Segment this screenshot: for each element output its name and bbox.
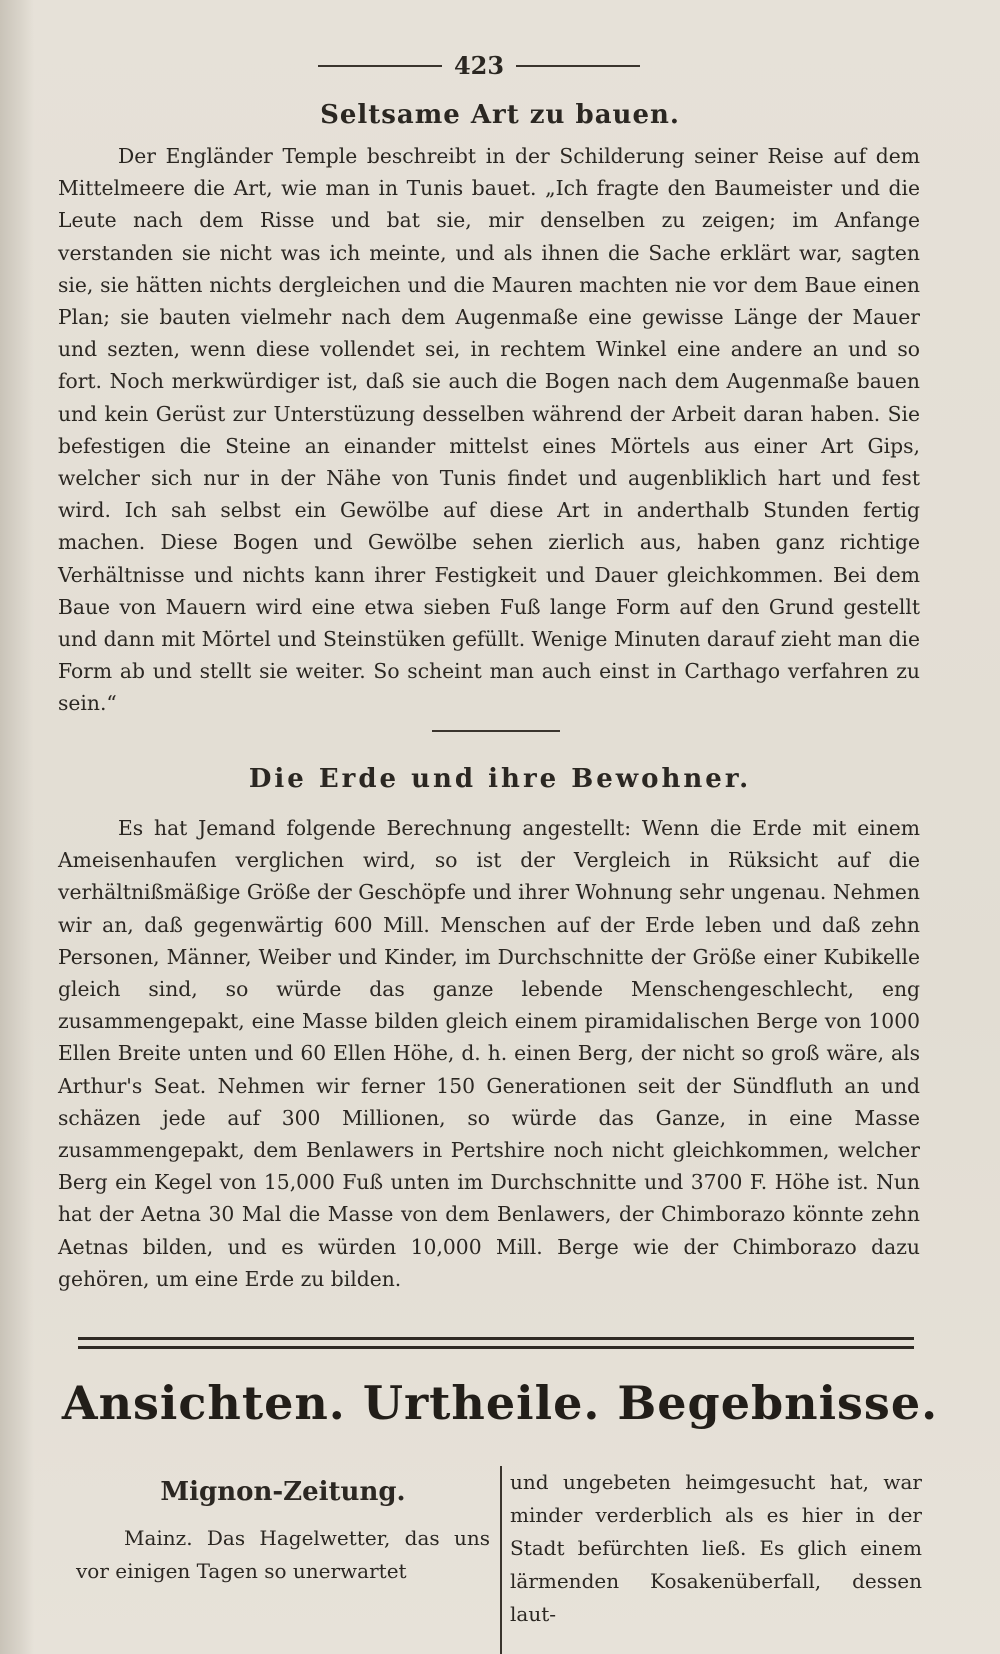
left-column bbox=[76, 1472, 490, 1588]
page-number-rule-left bbox=[318, 65, 442, 67]
section-heading: Ansichten. Urtheile. Begebnisse. bbox=[61, 1376, 939, 1430]
article2-title: Die Erde und ihre Bewohner. bbox=[248, 764, 752, 794]
section-double-rule bbox=[78, 1337, 914, 1349]
left-column-text: Mainz. Das Hagelwetter, das uns vor einigen Tagen so unerwartet bbox=[76, 1526, 490, 1583]
page-number-row bbox=[318, 46, 640, 86]
column-divider bbox=[500, 1466, 502, 1654]
column-subheading: Mignon-Zeitung. bbox=[160, 1477, 406, 1507]
article1-body: Der Engländer Temple beschreibt in der Schilderung seiner Reise auf dem Mittelmeere die Art, wie man in Tunis bauet. „Ich fragte den Baumeister und die Leute nach dem Risse und bat sie, mir denselben zu zeigen; im Anfange verstanden sie nicht was ich meinte, und als ihnen die Sache erklärt war, sagten sie, sie hätten nichts dergleichen und die Mauren machten nie vor dem Baue einen Plan; sie bauten vielmehr nach dem Augenmaße eine gewisse Länge der Mauer und sezten, wenn diese vollendet sei, in rechtem Winkel eine andere an und so fort. Noch merkwürdiger ist, daß sie auch die Bogen nach dem Augenmaße bauen und kein Gerüst zur Unterstüzung desselben während der Arbeit daran haben. Sie befestigen die Steine an einander mittelst eines Mörtels aus einer Art Gips, welcher sich nur in der Nähe von Tunis findet und augenbliklich hart und fest wird. Ich sah selbst ein Gewölbe auf diese Art in anderthalb Stunden fertig machen. Diese Bogen und Gewölbe sehen zierlich aus, haben ganz richtige Verhältnisse und nichts kann ihrer Festigkeit und Dauer gleichkommen. Bei dem Baue von Mauern wird eine etwa sieben Fuß lange Form auf den Grund gestellt und dann mit Mörtel und Steinstüken gefüllt. Wenige Minuten darauf zieht man die Form ab und stellt sie weiter. So scheint man auch einst in Carthago verfahren zu sein.“ bbox=[58, 144, 920, 716]
article2-body: Es hat Jemand folgende Berechnung angestellt: Wenn die Erde mit einem Ameisenhaufen verglichen wird, so ist der Vergleich in Rüksicht auf die verhältnißmäßige Größe der Geschöpfe und ihrer Wohnung sehr ungenau. Nehmen wir an, daß gegenwärtig 600 Mill. Menschen auf der Erde leben und daß zehn Personen, Männer, Weiber und Kinder, im Durchschnitte der Größe einer Kubikelle gleich sind, so würde das ganze lebende Menschengeschlecht, eng zusammengepakt, eine Masse bilden gleich einem piramidalischen Berge von 1000 Ellen Breite unten und 60 Ellen Höhe, d. h. einen Berg, der nicht so groß wäre, als Arthur's Seat. Nehmen wir ferner 150 Generationen seit der Sündfluth an und schäzen jede auf 300 Millionen, so würde das Ganze, in eine Masse zusammengepakt, dem Benlawers in Pertshire noch nicht gleichkommen, welcher Berg ein Kegel von 15,000 Fuß unten im Durchschnitte und 3700 F. Höhe ist. Nun hat der Aetna 30 Mal die Masse von dem Benlawers, der Chimborazo könnte zehn Aetnas bilden, und es würden 10,000 Mill. Berge wie der Chimborazo dazu gehören, um eine Erde zu bilden. bbox=[58, 816, 920, 1291]
article-separator bbox=[432, 730, 560, 732]
page-number-rule-right bbox=[516, 65, 640, 67]
page-number: 423 bbox=[453, 51, 505, 80]
right-column-text: und ungebeten heimgesucht hat, war minder verderblich als es hier in der Stadt befürchten ließ. Es glich einem lärmenden Kosakenüberfall, dessen laut- bbox=[510, 1470, 922, 1626]
article1-title: Seltsame Art zu bauen. bbox=[320, 100, 680, 130]
